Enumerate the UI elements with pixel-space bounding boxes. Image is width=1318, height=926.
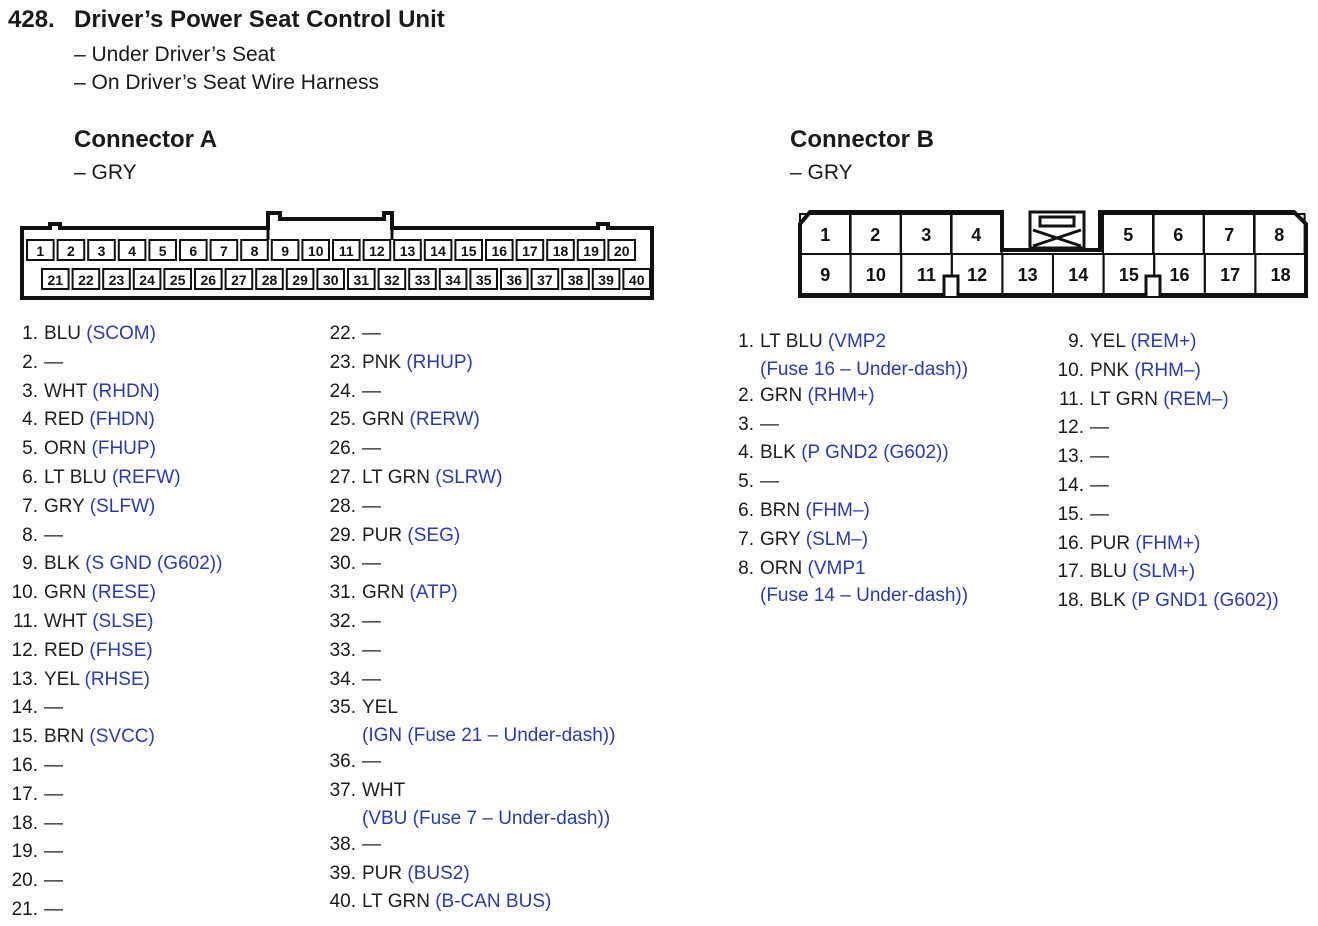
pin-entry	[318, 637, 615, 666]
wire-color: —	[44, 841, 63, 863]
wire-color: RED	[44, 409, 85, 431]
circuit-function: (SLRW)	[435, 466, 503, 488]
circuit-function: (FHM–)	[805, 499, 870, 521]
pin-entry	[0, 406, 222, 435]
connector-a-list-col2	[318, 320, 615, 917]
pin-entry	[0, 464, 222, 493]
pin-entry	[318, 406, 615, 435]
location-2: – On Driver’s Seat Wire Harness	[74, 71, 379, 94]
pin-number: 24.	[329, 380, 356, 402]
connector-b-title: Connector B	[790, 126, 934, 153]
pin-label-b: 16	[1169, 265, 1190, 285]
circuit-function-continued: (Fuse 14 – Under-dash))	[760, 585, 969, 607]
pin-number: 38.	[329, 833, 356, 855]
pin-label-a: 7	[220, 243, 228, 259]
pin-entry	[318, 777, 615, 831]
pin-number: 13.	[1057, 446, 1084, 468]
pin-number: 17.	[1057, 561, 1084, 583]
pin-number: 17.	[11, 783, 38, 805]
connector-b-color: – GRY	[790, 161, 853, 184]
pin-entry	[318, 378, 615, 407]
pin-number: 8.	[22, 524, 38, 546]
wire-color: —	[362, 833, 381, 855]
circuit-function: (RHM–)	[1134, 359, 1201, 381]
pin-entry	[0, 349, 222, 378]
pin-number: 7.	[22, 495, 38, 517]
connector-b-diagram	[0, 0, 1318, 310]
wire-color: WHT	[44, 610, 87, 632]
wire-color: WHT	[44, 380, 87, 402]
pin-number: 12.	[11, 639, 38, 661]
pin-entry	[1046, 357, 1279, 386]
wire-color: BLK	[760, 442, 796, 464]
wire-color: BLK	[1090, 590, 1126, 612]
pin-label-b: 2	[870, 225, 881, 245]
pin-label-b: 10	[865, 265, 886, 285]
pin-number: 10.	[1057, 359, 1084, 381]
pin-number: 5.	[738, 471, 754, 493]
pin-number: 27.	[329, 466, 356, 488]
circuit-function: (SLM–)	[805, 528, 869, 550]
pin-number: 29.	[329, 524, 356, 546]
pin-entry	[0, 579, 222, 608]
pin-entry	[318, 493, 615, 522]
pin-label-a: 19	[583, 243, 599, 259]
pin-number: 25.	[329, 409, 356, 431]
pin-number: 40.	[329, 891, 356, 913]
circuit-function: (FHUP)	[91, 438, 156, 460]
wire-color: —	[1090, 417, 1109, 439]
connector-a-color: – GRY	[74, 161, 137, 184]
pin-number: 20.	[11, 870, 38, 892]
circuit-function: (S GND (G602))	[85, 553, 223, 575]
pin-label-a: 39	[598, 272, 614, 288]
pin-label-b: 9	[820, 265, 831, 285]
pin-number: 6.	[22, 466, 38, 488]
pin-entry	[716, 328, 968, 382]
pin-entry	[0, 637, 222, 666]
wire-color: PNK	[362, 351, 402, 373]
pin-entry	[716, 526, 968, 555]
pin-label-a: 31	[353, 272, 370, 288]
pin-label-a: 15	[460, 243, 477, 259]
wire-color: GRN	[362, 582, 405, 604]
pin-number: 12.	[1057, 417, 1084, 439]
pin-label-a: 24	[139, 272, 155, 288]
circuit-function: (VMP1	[807, 557, 866, 579]
wire-color: —	[44, 812, 63, 834]
pin-label-a: 23	[108, 272, 125, 288]
pin-number: 14.	[1057, 474, 1084, 496]
pin-entry	[0, 896, 222, 925]
pin-label-a: 30	[322, 272, 339, 288]
wire-color: —	[44, 524, 63, 546]
pin-label-a: 40	[628, 272, 645, 288]
pin-label-b: 1	[820, 225, 831, 245]
pin-label-a: 13	[399, 243, 416, 259]
pin-number: 32.	[329, 610, 356, 632]
circuit-function: (SEG)	[407, 524, 461, 546]
wire-color: BLU	[44, 323, 81, 344]
pin-entry	[716, 439, 968, 468]
pin-entry	[0, 666, 222, 695]
pin-label-b: 5	[1123, 225, 1134, 245]
connector-a-title: Connector A	[74, 126, 218, 153]
pin-entry	[0, 838, 222, 867]
pin-label-a: 9	[281, 243, 289, 259]
pin-entry	[0, 752, 222, 781]
wire-color: WHT	[362, 779, 406, 801]
pin-number: 39.	[329, 862, 356, 884]
pin-label-a: 18	[552, 243, 569, 259]
pin-entry	[318, 349, 615, 378]
circuit-function: (VMP2	[827, 331, 887, 352]
key-notch-1	[944, 276, 958, 296]
pin-label-b: 11	[916, 265, 937, 285]
circuit-function: (SLSE)	[92, 610, 154, 632]
wire-color: BLU	[1090, 561, 1127, 583]
circuit-function: (REM–)	[1163, 388, 1229, 410]
pin-number: 13.	[11, 668, 38, 690]
pin-entry	[0, 781, 222, 810]
pin-entry	[318, 464, 615, 493]
wire-color: —	[760, 413, 779, 435]
circuit-function: (SVCC)	[89, 726, 155, 748]
pin-number: 15.	[1057, 503, 1084, 525]
circuit-function: (FHDN)	[89, 409, 155, 431]
pin-label-b: 18	[1270, 265, 1291, 285]
pin-entry	[1046, 501, 1279, 530]
pin-entry	[0, 320, 222, 349]
wire-color: GRY	[760, 528, 801, 550]
pin-number: 10.	[11, 582, 38, 604]
wire-color: —	[1090, 474, 1109, 496]
wire-color: LT GRN	[362, 466, 430, 488]
location-1: – Under Driver’s Seat	[74, 43, 276, 66]
wire-color: GRN	[362, 409, 405, 431]
pin-number: 21.	[11, 898, 38, 920]
pin-label-b: 14	[1068, 265, 1089, 285]
circuit-function-continued: (VBU (Fuse 7 – Under-dash))	[362, 807, 611, 829]
wire-color: BRN	[760, 499, 801, 521]
pin-number: 18.	[1057, 590, 1084, 612]
pin-entry	[318, 435, 615, 464]
pin-label-a: 11	[338, 243, 354, 259]
pin-entry	[0, 867, 222, 896]
wire-color: YEL	[44, 668, 80, 690]
circuit-function: (ATP)	[409, 582, 458, 604]
pin-number: 11.	[12, 610, 38, 632]
pin-entry	[716, 468, 968, 497]
pin-entry	[318, 320, 615, 349]
pin-label-b: 7	[1224, 225, 1235, 245]
pin-label-a: 8	[250, 243, 259, 259]
circuit-function: (RHSE)	[84, 668, 150, 690]
lock-tab-icon	[1030, 212, 1084, 248]
pin-entry	[318, 522, 615, 551]
pin-number: 3.	[738, 413, 754, 435]
wire-color: —	[362, 323, 381, 344]
pin-label-a: 4	[128, 243, 136, 259]
wire-color: ORN	[760, 557, 803, 579]
pin-label-a: 22	[78, 272, 94, 288]
pin-number: 9.	[22, 553, 38, 575]
wire-color: —	[362, 639, 381, 661]
wire-color: PNK	[1090, 359, 1130, 381]
pin-entry	[716, 411, 968, 440]
pin-label-b: 12	[967, 265, 988, 285]
pin-entry	[0, 378, 222, 407]
pin-number: 36.	[329, 751, 356, 773]
pin-label-a: 38	[567, 272, 584, 288]
pin-entry	[0, 608, 222, 637]
circuit-function: (REM+)	[1130, 331, 1197, 352]
pin-number: 34.	[329, 668, 356, 690]
pin-number: 22.	[329, 323, 356, 344]
pin-entry	[318, 579, 615, 608]
circuit-function: (SCOM)	[86, 323, 156, 344]
wire-color: LT BLU	[44, 466, 107, 488]
wire-color: YEL	[362, 697, 398, 719]
pin-entry	[0, 550, 222, 579]
wire-color: ORN	[44, 438, 87, 460]
pin-number: 14.	[11, 697, 38, 719]
wire-color: —	[362, 495, 381, 517]
pin-label-b: 15	[1118, 265, 1139, 285]
pin-label-a: 1	[36, 243, 45, 259]
circuit-function: (RHM+)	[807, 384, 875, 406]
wire-color: GRN	[44, 582, 87, 604]
pin-entry	[318, 831, 615, 860]
pin-label-a: 16	[491, 243, 508, 259]
wire-color: YEL	[1090, 331, 1126, 352]
wire-color: —	[362, 380, 381, 402]
wire-color: LT GRN	[362, 891, 430, 913]
pin-entry	[1046, 443, 1279, 472]
wire-color: —	[44, 898, 63, 920]
wire-color: RED	[44, 639, 85, 661]
pin-number: 7.	[738, 528, 754, 550]
pin-number: 15.	[11, 726, 38, 748]
pin-label-a: 21	[47, 272, 64, 288]
pin-number: 35.	[329, 697, 356, 719]
pin-number: 28.	[329, 495, 356, 517]
pin-number: 16.	[1057, 532, 1084, 554]
wire-color: GRY	[44, 495, 85, 517]
pin-entry	[1046, 328, 1279, 357]
pin-entry	[0, 723, 222, 752]
pin-number: 31.	[329, 582, 356, 604]
wire-color: BLK	[44, 553, 80, 575]
wire-color: —	[362, 610, 381, 632]
circuit-function: (RERW)	[409, 409, 480, 431]
component-name: Driver’s Power Seat Control Unit	[74, 6, 445, 33]
pin-label-a: 28	[261, 272, 278, 288]
pin-entry	[0, 435, 222, 464]
pin-entry	[0, 810, 222, 839]
pin-entry	[1046, 587, 1279, 616]
pin-entry	[0, 694, 222, 723]
wire-color: —	[1090, 503, 1109, 525]
pin-label-a: 5	[158, 243, 167, 259]
pin-label-a: 3	[97, 243, 106, 259]
circuit-function: (RHUP)	[406, 351, 473, 373]
pin-entry	[716, 497, 968, 526]
pin-number: 1.	[22, 323, 38, 344]
pin-entry	[1046, 472, 1279, 501]
pin-number: 6.	[738, 499, 754, 521]
pin-label-a: 29	[292, 272, 308, 288]
circuit-function: (FHM+)	[1135, 532, 1201, 554]
pin-number: 26.	[329, 438, 356, 460]
circuit-function: (SLM+)	[1132, 561, 1196, 583]
wire-color: —	[44, 783, 63, 805]
pin-label-a: 27	[231, 272, 247, 288]
pin-label-a: 17	[522, 243, 538, 259]
wire-color: LT GRN	[1090, 388, 1158, 410]
pin-label-a: 26	[200, 272, 217, 288]
pin-number: 16.	[11, 754, 38, 776]
pin-entry	[318, 666, 615, 695]
wire-color: —	[1090, 446, 1109, 468]
pin-label-b: 6	[1173, 225, 1184, 245]
pin-label-a: 20	[613, 243, 630, 259]
pin-number: 11.	[1058, 388, 1084, 410]
connector-b-list-col2	[1046, 328, 1279, 616]
circuit-function: (SLFW)	[89, 495, 156, 517]
wire-color: LT BLU	[760, 331, 823, 352]
wire-color: —	[760, 471, 779, 493]
pin-entry	[1046, 414, 1279, 443]
pin-entry	[318, 860, 615, 889]
pin-entry	[318, 550, 615, 579]
pin-label-a: 35	[475, 272, 492, 288]
wire-color: —	[44, 870, 63, 892]
pin-entry	[1046, 530, 1279, 559]
wire-color: —	[362, 668, 381, 690]
circuit-function: (B-CAN BUS)	[435, 891, 552, 913]
circuit-function: (P GND2 (G602))	[801, 442, 949, 464]
pin-number: 3.	[22, 380, 38, 402]
pin-entry	[716, 382, 968, 411]
pin-entry	[318, 608, 615, 637]
pin-number: 2.	[22, 351, 38, 373]
pin-label-a: 10	[307, 243, 324, 259]
pin-entry	[1046, 558, 1279, 587]
pin-label-a: 2	[67, 243, 75, 259]
pin-number: 1.	[738, 331, 754, 352]
pin-label-b: 4	[971, 225, 982, 245]
pin-label-a: 36	[506, 272, 523, 288]
pin-label-a: 12	[369, 243, 385, 259]
pin-entry	[318, 748, 615, 777]
wire-color: —	[44, 697, 63, 719]
pin-label-a: 37	[537, 272, 553, 288]
wire-color: GRN	[760, 384, 803, 406]
pin-label-b: 8	[1274, 225, 1285, 245]
wire-color: PUR	[362, 524, 403, 546]
wire-color: BRN	[44, 726, 85, 748]
circuit-function: (FHSE)	[89, 639, 153, 661]
pin-entry	[318, 888, 615, 917]
pin-number: 33.	[329, 639, 356, 661]
pin-number: 30.	[329, 553, 356, 575]
pin-label-b: 13	[1017, 265, 1038, 285]
pin-entry	[318, 694, 615, 748]
pin-number: 2.	[738, 384, 754, 406]
wire-color: PUR	[1090, 532, 1131, 554]
pin-entry	[716, 555, 968, 609]
section-number: 428.	[8, 6, 55, 33]
circuit-function-continued: (IGN (Fuse 21 – Under-dash))	[362, 725, 616, 747]
key-notch-2	[1146, 276, 1160, 296]
pin-label-a: 14	[430, 243, 446, 259]
pin-number: 4.	[22, 409, 38, 431]
wire-color: PUR	[362, 862, 403, 884]
wire-color: —	[44, 754, 63, 776]
wire-color: —	[362, 438, 381, 460]
pin-number: 19.	[11, 841, 38, 863]
pin-number: 18.	[11, 812, 38, 834]
wire-color: —	[44, 351, 63, 373]
circuit-function-continued: (Fuse 16 – Under-dash))	[760, 358, 969, 380]
circuit-function: (P GND1 (G602))	[1131, 590, 1279, 612]
pin-label-a: 33	[414, 272, 431, 288]
pin-number: 23.	[329, 351, 356, 373]
connector-b-list-col1	[716, 328, 968, 608]
pin-label-a: 32	[384, 272, 400, 288]
pin-number: 9.	[1068, 331, 1084, 352]
pin-number: 8.	[738, 557, 754, 579]
pin-entry	[0, 522, 222, 551]
connector-a-list-col1	[0, 320, 222, 925]
wire-color: —	[362, 751, 381, 773]
pin-label-a: 6	[189, 243, 198, 259]
circuit-function: (BUS2)	[407, 862, 470, 884]
pin-label-a: 25	[169, 272, 186, 288]
pin-label-b: 17	[1220, 265, 1241, 285]
pin-number: 4.	[738, 442, 754, 464]
pin-number: 5.	[22, 438, 38, 460]
pin-entry	[1046, 386, 1279, 415]
circuit-function: (REFW)	[111, 466, 181, 488]
wire-color: —	[362, 553, 381, 575]
circuit-function: (RESE)	[91, 582, 156, 604]
pin-entry	[0, 493, 222, 522]
pin-number: 37.	[329, 779, 356, 801]
pin-label-a: 34	[445, 272, 461, 288]
circuit-function: (RHDN)	[92, 380, 160, 402]
pin-label-b: 3	[921, 225, 932, 245]
